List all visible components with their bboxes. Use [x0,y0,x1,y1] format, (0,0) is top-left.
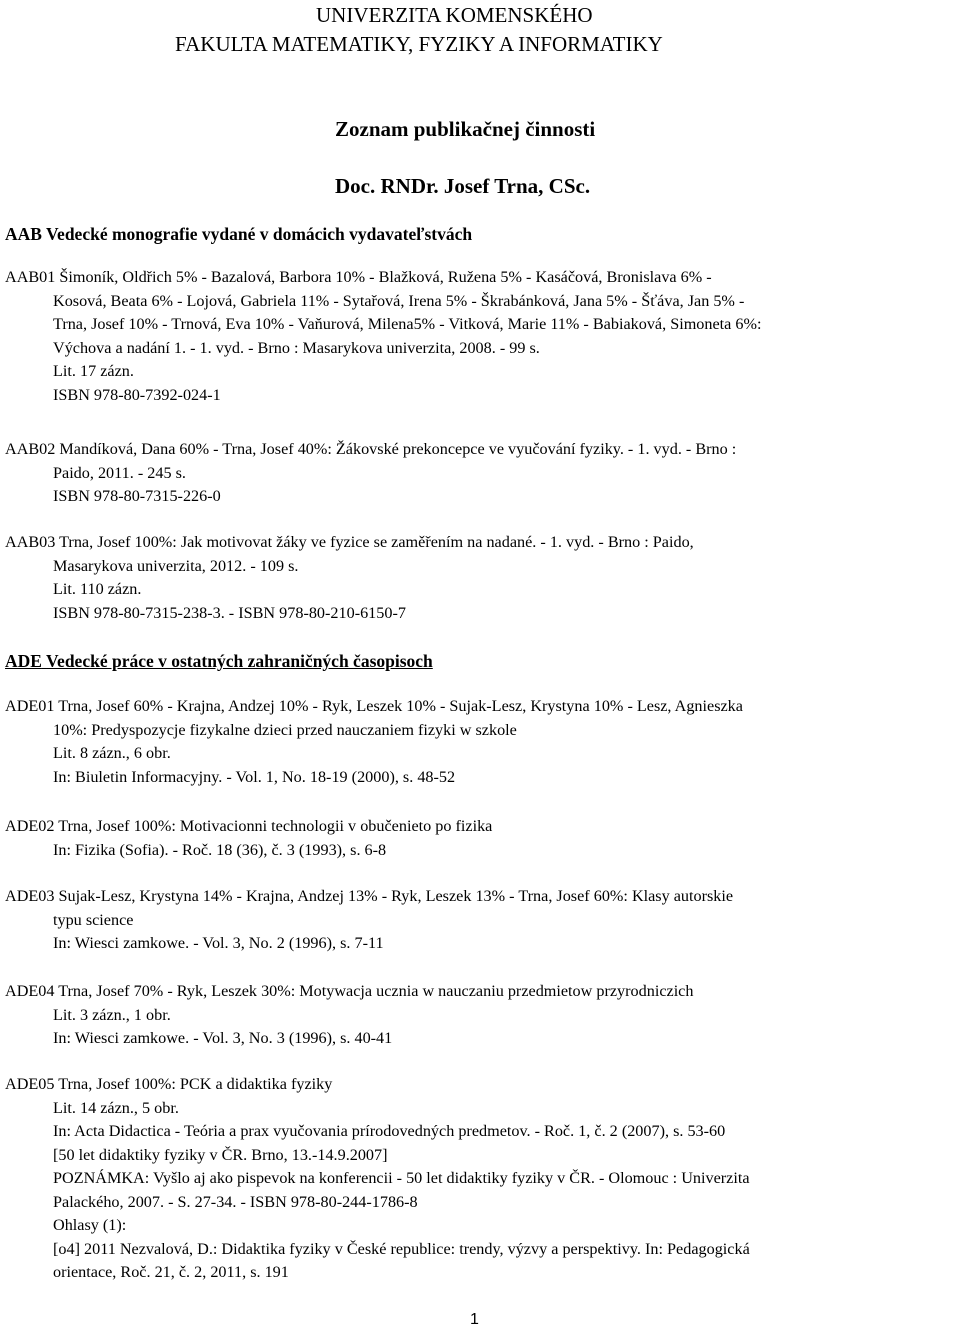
entry-line: Lit. 14 zázn., 5 obr. [53,1098,179,1117]
section-heading-ade [5,650,433,672]
entry-line: In: Biuletin Informacyjny. - Vol. 1, No. 18-19 (2000), s. 48-52 [53,767,456,786]
publication-entry-aab02 [5,438,960,509]
entry-line: In: Acta Didactica - Teória a prax vyučovania prírodovedných predmetov. - Roč. 1, č. 2 (2007), s. 53-60 [53,1122,726,1140]
university-name: UNIVERZITA KOMENSKÉHO [316,3,593,27]
entry-line: Paido, 2011. - 245 s. [53,463,186,482]
entry-line: Palackého, 2007. - S. 27-34. - ISBN 978-80-244-1786-8 [53,1192,418,1211]
publication-entry-ade04 [5,980,960,1051]
entry-line: Kosová, Beata 6% - Lojová, Gabriela 11% - Sytařová, Irena 5% - Škrabánková, Jana 5% - Šťáva, Jan 5% - [53,291,745,310]
entry-line: Lit. 17 zázn. [53,362,134,380]
entry-line: ADE01 Trna, Josef 60% - Krajna, Andzej 10% - Ryk, Leszek 10% - Sujak-Lesz, Krystyna 10% - Lesz, Agnieszka [5,697,743,715]
entry-line: Ohlasy (1): [53,1216,127,1234]
entry-line: ISBN 978-80-7315-238-3. - ISBN 978-80-210-6150-7 [53,603,406,622]
section-code: ADE [5,651,42,671]
person-name: Doc. RNDr. Josef Trna, CSc. [335,174,591,198]
publication-entry-ade05 [5,1073,960,1285]
section-title: Vedecké monografie vydané v domácich vydavateľstvách [46,224,473,244]
entry-line: ADE03 Sujak-Lesz, Krystyna 14% - Krajna, Andzej 13% - Ryk, Leszek 13% - Trna, Josef 60%: Klasy autorskie [5,887,734,905]
entry-line: ADE04 Trna, Josef 70% - Ryk, Leszek 30%: Motywacja ucznia w nauczaniu przedmietow przyrodniczich [5,982,694,1000]
entry-line: Trna, Josef 10% - Trnová, Eva 10% - Vaňurová, Milena5% - Vitková, Marie 11% - Babiaková, Simoneta 6%: [53,315,762,333]
publication-entry-ade03 [5,885,960,956]
publication-entry-aab01 [5,266,960,407]
entry-line: typu science [53,910,134,929]
entry-line: AAB02 Mandíková, Dana 60% - Trna, Josef 40%: Žákovské prekoncepce ve vyučování fyziky. - 1. vyd. - Brno : [5,440,737,458]
entry-line: AAB03 Trna, Josef 100%: Jak motivovat žáky ve fyzice se zaměřením na nadané. - 1. vyd. - Brno : Paido, [5,533,694,551]
section-heading-aab [5,223,472,245]
entry-line: [o4] 2011 Nezvalová, D.: Didaktika fyziky v České republice: trendy, výzvy a perspektivy. In: Pedagogická [53,1239,750,1258]
entry-line: In: Fizika (Sofia). - Roč. 18 (36), č. 3 (1993), s. 6-8 [53,840,387,859]
entry-line: orientace, Roč. 21, č. 2, 2011, s. 191 [53,1263,289,1281]
entry-line: Masarykova univerzita, 2012. - 109 s. [53,556,299,575]
publication-entry-aab03 [5,531,960,625]
publication-entry-ade01 [5,695,960,789]
faculty-name: FAKULTA MATEMATIKY, FYZIKY A INFORMATIKY [175,32,663,56]
entry-line: POZNÁMKA: Vyšlo aj ako pispevok na konferencii - 50 let didaktiky fyziky v ČR. - Olomouc : Univerzita [53,1169,750,1187]
entry-line: [50 let didaktiky fyziky v ČR. Brno, 13.-14.9.2007] [53,1145,388,1164]
document-title: Zoznam publikačnej činnosti [335,117,596,141]
publication-entry-ade02 [5,815,960,862]
entry-line: ISBN 978-80-7392-024-1 [53,385,221,404]
section-code: AAB [5,224,42,244]
section-title: Vedecké práce v ostatných zahraničných časopisoch [46,651,433,671]
entry-line: Lit. 8 zázn., 6 obr. [53,744,171,762]
entry-line: ISBN 978-80-7315-226-0 [53,487,221,505]
entry-line: ADE05 Trna, Josef 100%: PCK a didaktika fyziky [5,1075,333,1093]
entry-line: In: Wiesci zamkowe. - Vol. 3, No. 2 (1996), s. 7-11 [53,934,384,952]
entry-line: ADE02 Trna, Josef 100%: Motivacionni technologii v obučenieto po fizika [5,817,493,835]
entry-line: Výchova a nadání 1. - 1. vyd. - Brno : Masarykova univerzita, 2008. - 99 s. [53,338,540,357]
entry-line: Lit. 3 zázn., 1 obr. [53,1005,171,1024]
entry-line: 10%: Predyspozycje fizykalne dzieci przed nauczaniem fizyki w szkole [53,720,517,739]
page-number: 1 [470,1311,479,1328]
entry-line: AAB01 Šimoník, Oldřich 5% - Bazalová, Barbora 10% - Blažková, Ružena 5% - Kasáčová, Bronislava 6% - [5,268,712,286]
entry-line: In: Wiesci zamkowe. - Vol. 3, No. 3 (1996), s. 40-41 [53,1029,393,1047]
entry-line: Lit. 110 zázn. [53,580,142,598]
